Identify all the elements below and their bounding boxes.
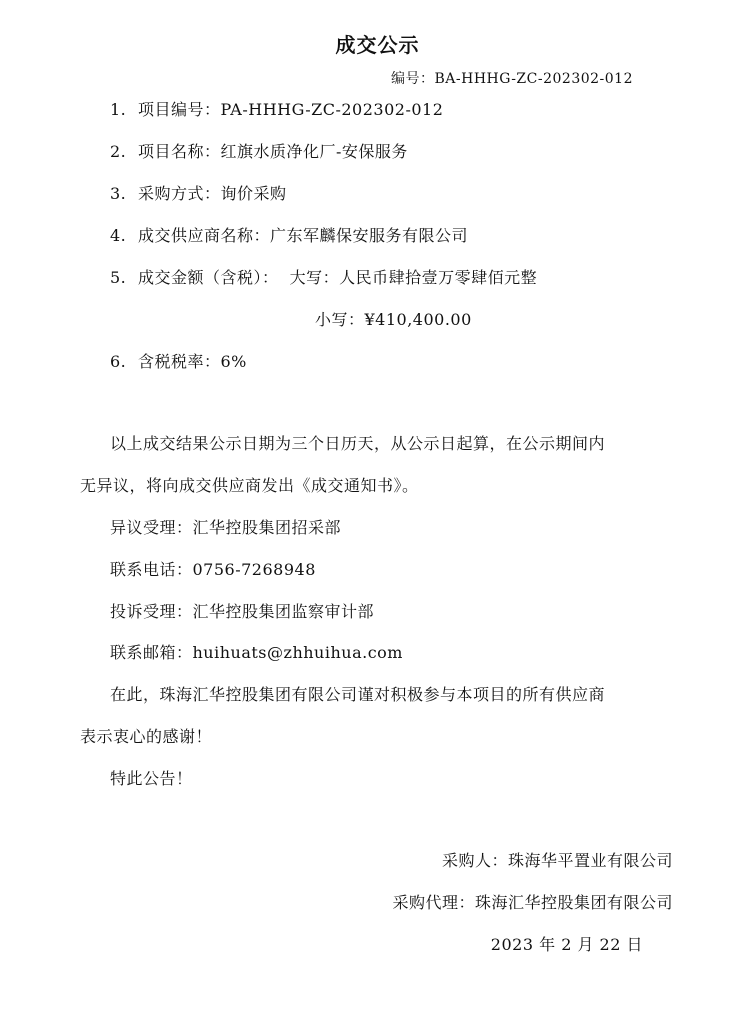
amount-small: 小写：¥410,400.00 [315, 310, 472, 329]
announcement-date: 2023 年 2 月 22 日 [490, 935, 643, 954]
item-text: 成交供应商名称：广东军麟保安服务有限公司 [138, 226, 469, 245]
closing-statement: 特此公告！ [110, 769, 193, 788]
complaint-contact: 投诉受理：汇华控股集团监察审计部 [110, 602, 375, 621]
agent-signature: 采购代理：珠海汇华控股集团有限公司 [392, 893, 673, 912]
purchaser-signature: 采购人：珠海华平置业有限公司 [441, 851, 673, 870]
thanks-line-1: 在此，珠海汇华控股集团有限公司谨对积极参与本项目的所有供应商 [110, 685, 606, 704]
item-number: 2. [110, 142, 127, 161]
item-text: 项目名称：红旗水质净化厂-安保服务 [138, 142, 408, 161]
item-text: 含税税率：6% [138, 352, 247, 371]
document-number: 编号：BA-HHHG-ZC-202302-012 [391, 71, 633, 87]
item-text: 项目编号：PA-HHHG-ZC-202302-012 [138, 100, 444, 119]
item-project-number [110, 99, 443, 121]
notice-line-2: 无异议，将向成交供应商发出《成交通知书》。 [80, 476, 419, 495]
phone-contact: 联系电话：0756-7268948 [110, 560, 316, 579]
item-number: 3. [110, 184, 127, 203]
item-number: 4. [110, 226, 127, 245]
notice-line-1: 以上成交结果公示日期为三个日历天，从公示日起算，在公示期间内 [110, 434, 606, 453]
item-project-name [110, 141, 408, 163]
item-number: 6. [110, 352, 127, 371]
item-text: 采购方式：询价采购 [138, 184, 287, 203]
item-tax-rate [110, 351, 247, 373]
item-supplier-name [110, 225, 468, 247]
objection-contact: 异议受理：汇华控股集团招采部 [110, 518, 342, 537]
item-procurement-method [110, 183, 287, 205]
item-transaction-amount [110, 267, 537, 289]
email-contact: 联系邮箱：huihuats@zhhuihua.com [110, 643, 403, 662]
item-text: 成交金额（含税）： 大写：人民币肆拾壹万零肆佰元整 [138, 268, 538, 287]
thanks-line-2: 表示衷心的感谢！ [80, 727, 213, 746]
item-number: 1. [110, 100, 127, 119]
item-number: 5. [110, 268, 127, 287]
page-title: 成交公示 [335, 33, 420, 57]
